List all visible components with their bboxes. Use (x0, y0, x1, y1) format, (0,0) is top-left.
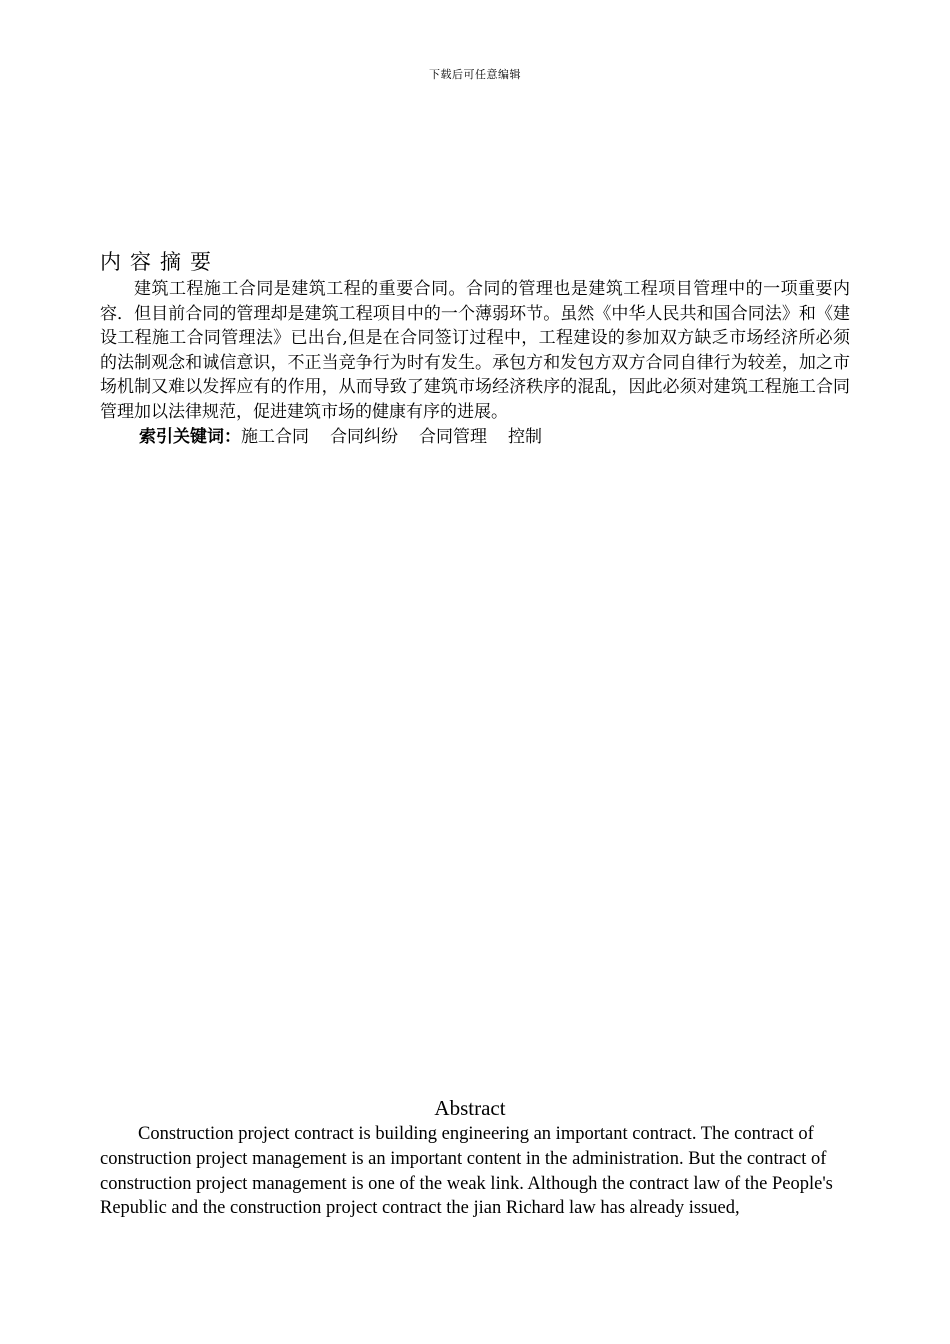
keywords-label: 索引关键词： (139, 427, 241, 447)
chinese-abstract-section (100, 247, 850, 450)
chinese-abstract-title: 内容摘要 (100, 250, 220, 274)
english-abstract-paragraph: Construction project contract is building engineering an important contract. The contract of construction project management is an important content in the administration. But the contract of construction project management is one of the weak link. Although the contract law of the People's Republic and the construction project contract the jian Richard law has already issued, (100, 1124, 833, 1219)
english-abstract-title: Abstract (434, 1096, 506, 1120)
english-abstract-section (100, 1094, 840, 1221)
chinese-abstract-paragraph: 建筑工程施工合同是建筑工程的重要合同。合同的管理也是建筑工程项目管理中的一项重要内容．但目前合同的管理却是建筑工程项目中的一个薄弱环节。虽然《中华人民共和国合同法》和《建设工程施工合同管理法》已出台,但是在合同签订过程中，工程建设的参加双方缺乏市场经济所必须的法制观念和诚信意识，不正当竞争行为时有发生。承包方和发包方双方合同自律行为较差，加之市场机制又难以发挥应有的作用，从而导致了建筑市场经济秩序的混乱，因此必须对建筑工程施工合同管理加以法律规范，促进建筑市场的健康有序的进展。 (100, 279, 850, 422)
keywords-line (100, 424, 850, 450)
keyword-item: 控制 (508, 427, 542, 447)
header-note: 下载后可任意编辑 (429, 68, 521, 81)
keyword-item: 合同管理 (419, 427, 487, 447)
keyword-item: 合同纠纷 (330, 427, 398, 447)
keyword-item: 施工合同 (241, 427, 309, 447)
